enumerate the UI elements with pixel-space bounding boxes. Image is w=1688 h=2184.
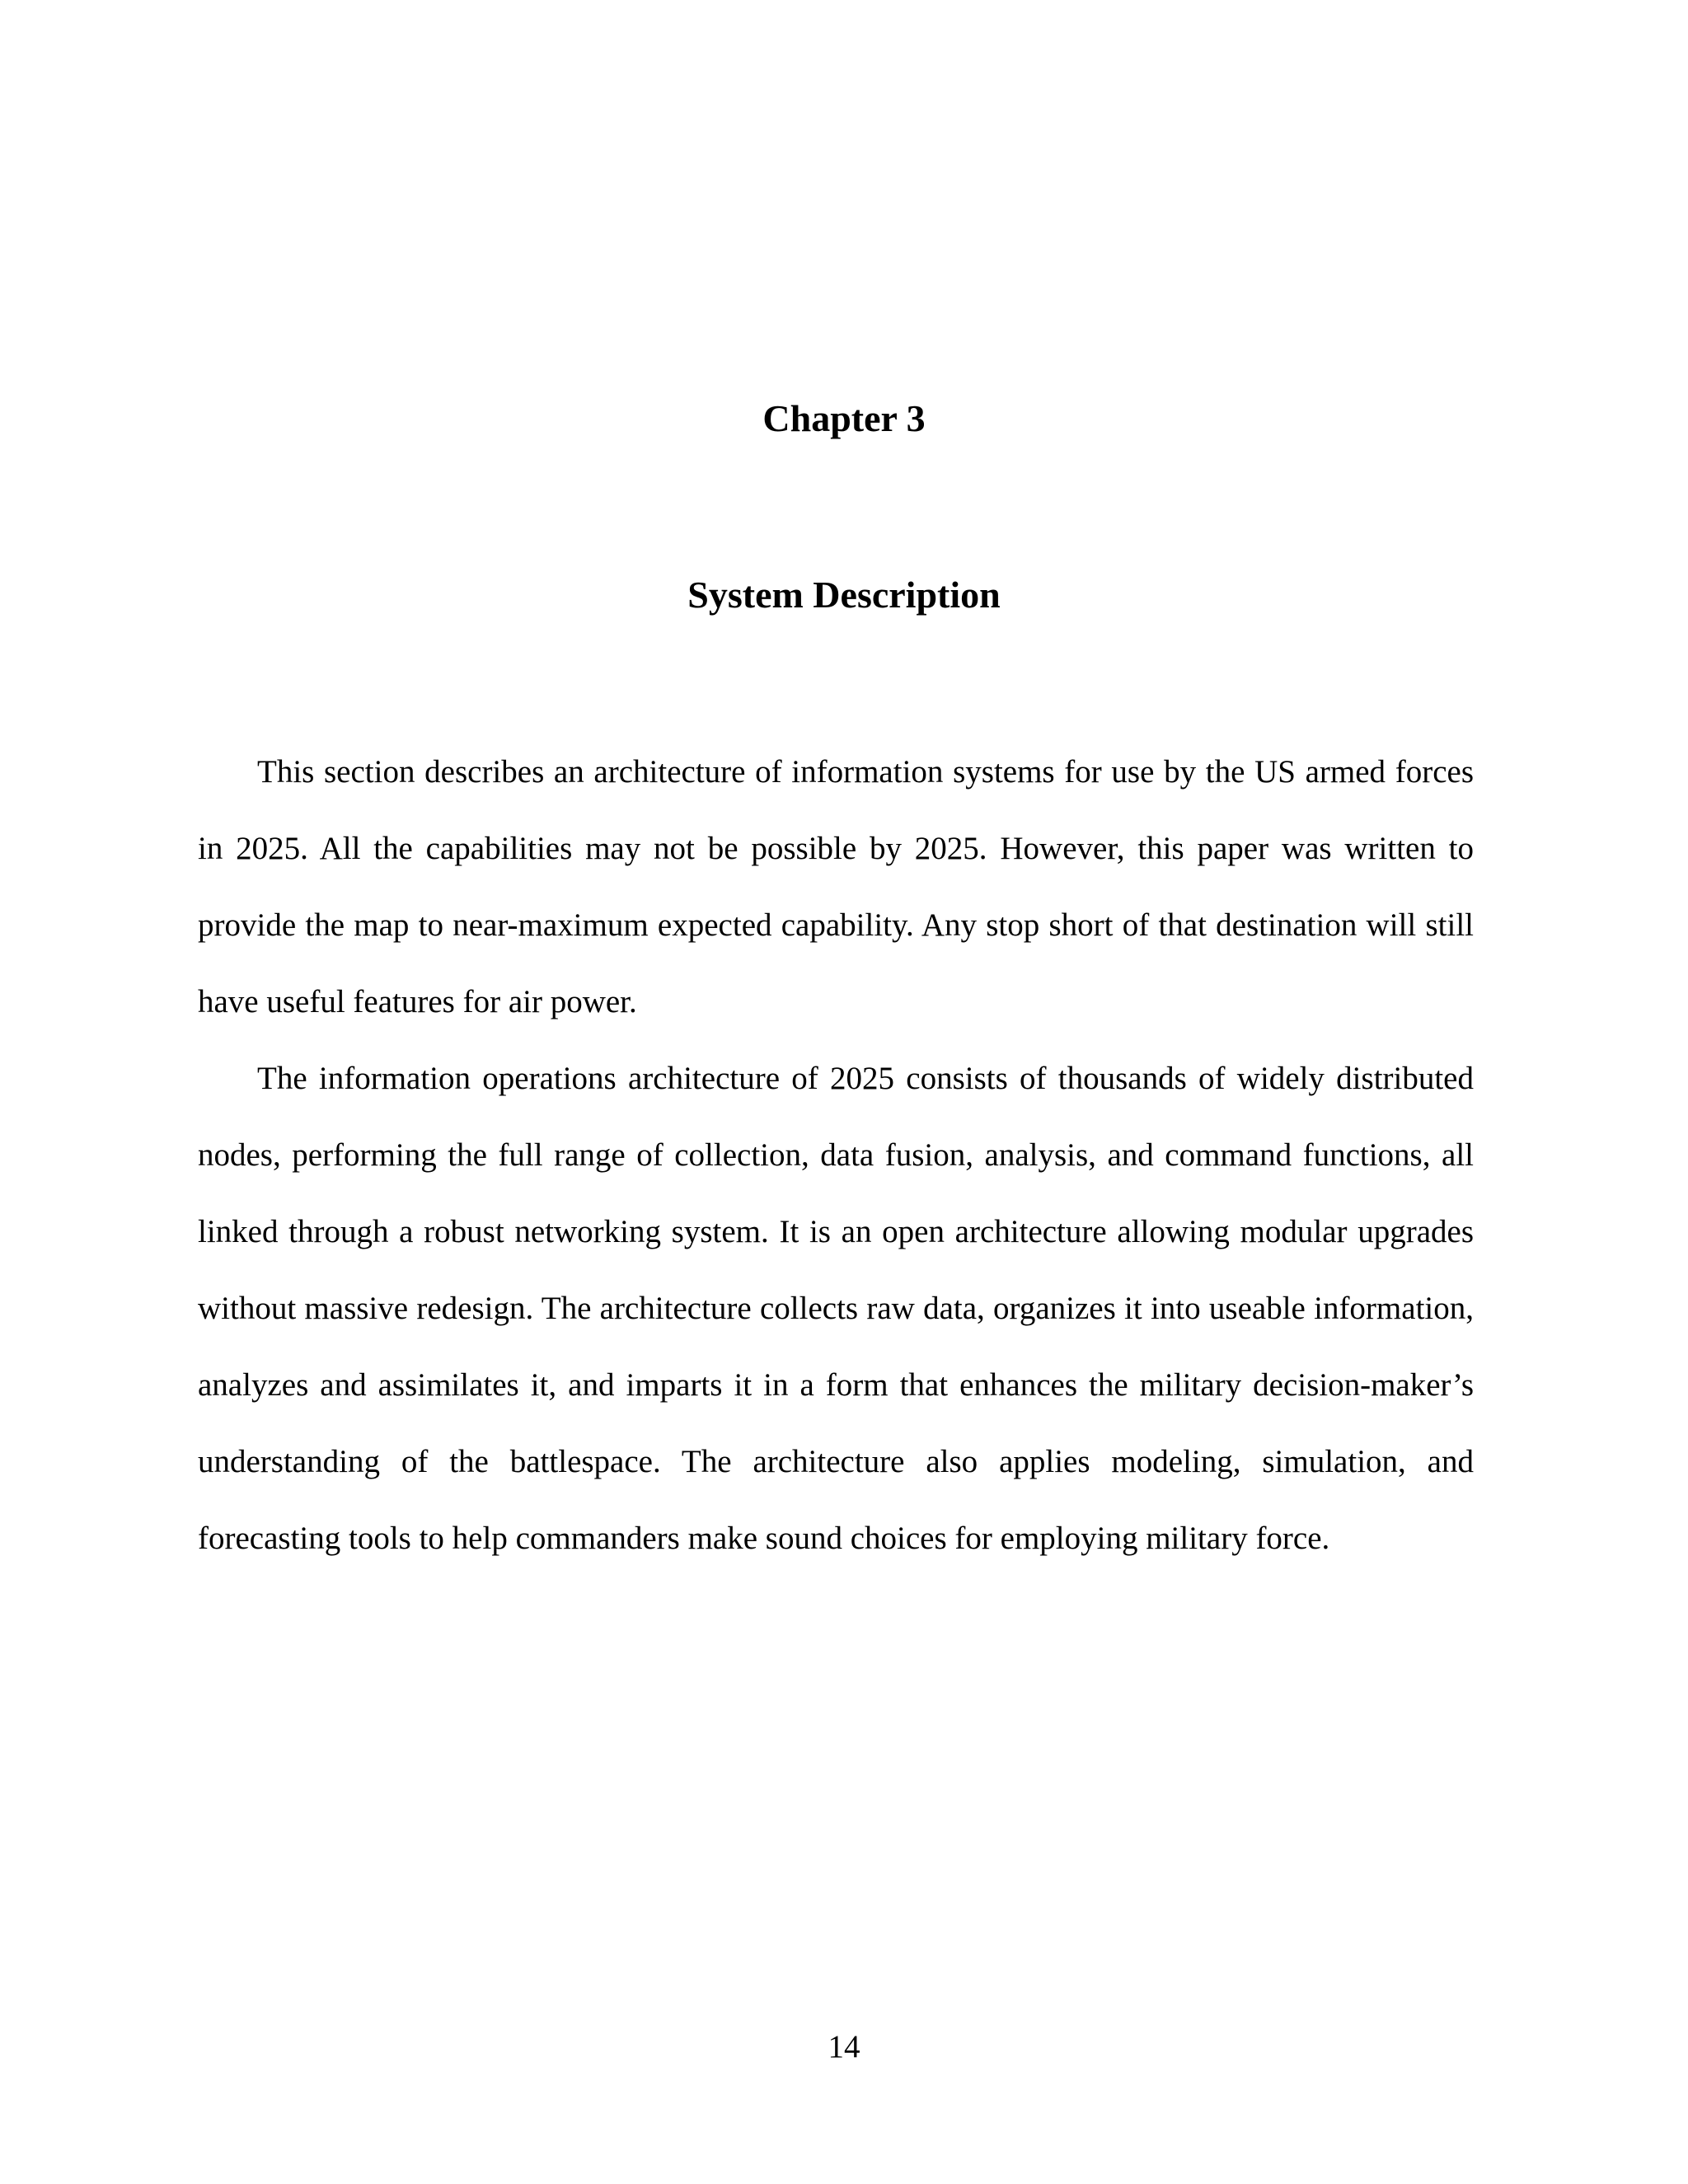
chapter-heading: Chapter 3 (762, 397, 926, 439)
body-text (198, 733, 1474, 1577)
page-number: 14 (828, 2029, 860, 2064)
section-heading: System Description (687, 574, 1001, 616)
body-paragraph-2: The information operations architecture of 2025 consists of thousands of widely distributed nodes, performing the full range of collection, data fusion, analysis, and command functions, all linked through a robust networking system. It is an open architecture allowing modular upgrades without massive redesign. The architecture collects raw data, organizes it into useable information, analyzes and assimilates it, and imparts it in a form that enhances the military decision-maker’s understanding of the battlespace. The architecture also applies modeling, simulation, and forecasting tools to help commanders make sound choices for employing military force. (198, 1061, 1474, 1556)
body-paragraph-1: This section describes an architecture of information systems for use by the US armed forces in 2025. All the capabilities may not be possible by 2025. However, this paper was written to provide the map to near-maximum expected capability. Any stop short of that destination will still have useful features for air power. (198, 754, 1474, 1019)
